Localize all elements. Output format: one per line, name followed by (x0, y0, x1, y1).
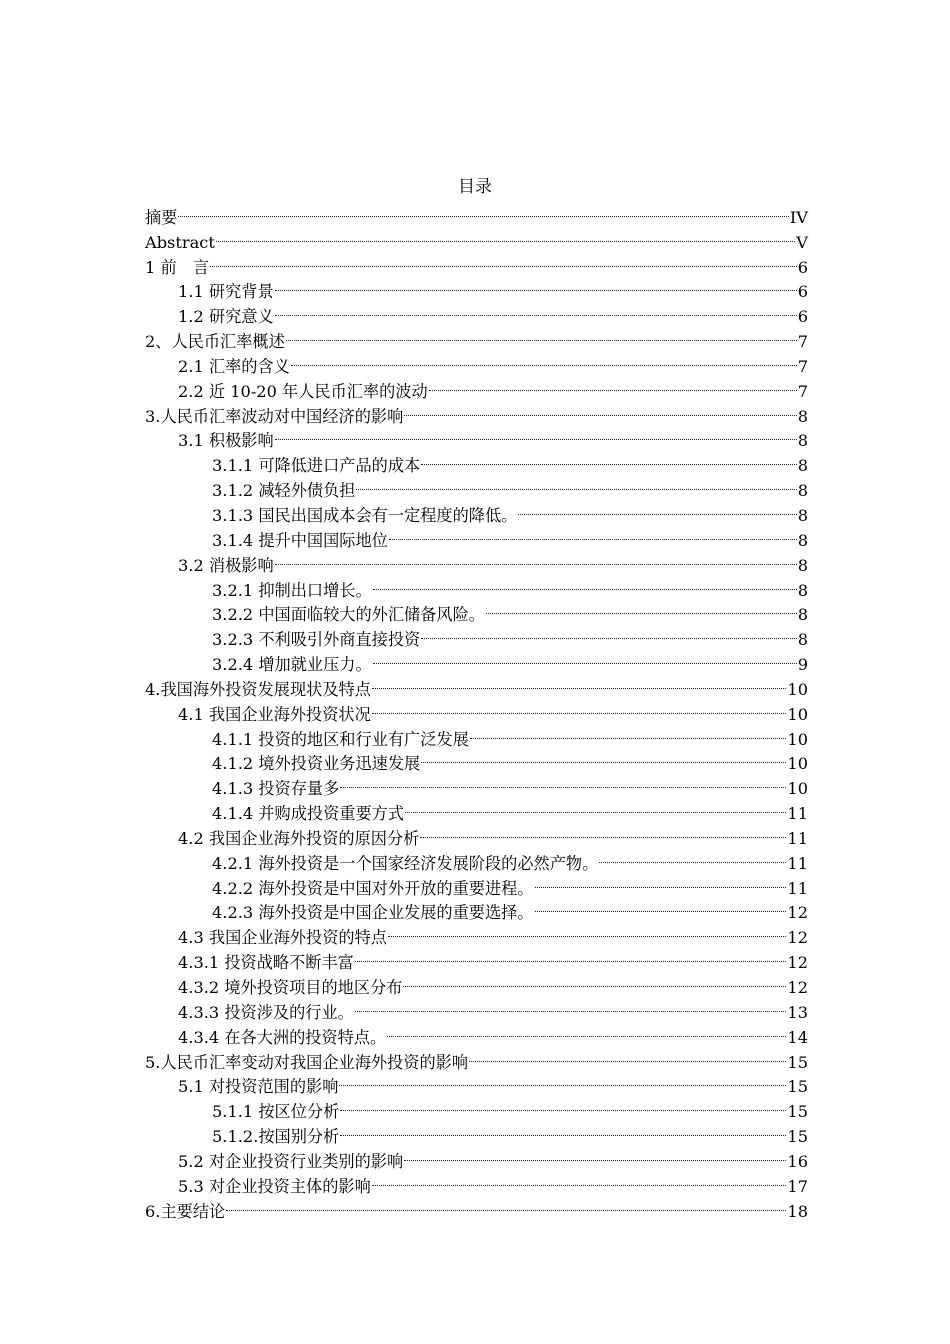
toc-entry-label: 4.1 我国企业海外投资状况 (178, 704, 371, 724)
dot-leader (216, 223, 795, 248)
toc-entry-label: 4.3.4 在各大洲的投资特点。 (178, 1027, 387, 1047)
dot-leader (486, 596, 797, 621)
toc-entry-label: 2、人民币汇率概述 (145, 332, 285, 352)
toc-entry-label: 6.主要结论 (145, 1201, 226, 1221)
toc-entry-label: 5.1 对投资范围的影响 (178, 1077, 339, 1097)
toc-entry-page-number: 15 (787, 1077, 808, 1097)
dot-leader (291, 347, 797, 372)
toc-entry-page-number: 8 (797, 605, 808, 625)
toc-entry-label: 4.1.1 投资的地区和行业有广泛发展 (212, 729, 469, 749)
dot-leader (340, 1117, 786, 1142)
toc-entry-label: 1 前 言 (145, 257, 210, 277)
dot-leader (535, 869, 787, 894)
toc-entry-page-number: 10 (787, 679, 808, 699)
dot-leader (387, 1018, 786, 1043)
dot-leader (420, 819, 786, 844)
toc-entry-label: 5.1.1 按区位分析 (212, 1102, 340, 1122)
table-of-contents (145, 198, 808, 1221)
toc-entry-page-number: 13 (787, 1002, 808, 1022)
toc-entry-page-number: V (796, 232, 808, 252)
toc-entry[interactable] (145, 248, 808, 277)
dot-leader (404, 1142, 786, 1167)
toc-entry-label: 5.3 对企业投资主体的影响 (178, 1176, 371, 1196)
toc-entry-label: 3.2.2 中国面临较大的外汇储备风险。 (212, 605, 485, 625)
toc-entry[interactable] (145, 1192, 808, 1221)
dot-leader (373, 571, 797, 596)
toc-entry-label: 摘要 (145, 207, 178, 227)
dot-leader (470, 720, 787, 745)
toc-entry-label: 3.1 积极影响 (178, 431, 274, 451)
toc-entry-page-number: IV (789, 207, 808, 227)
dot-leader (340, 1092, 786, 1117)
toc-entry-label: 4.3.1 投资战略不断丰富 (178, 953, 354, 973)
toc-entry-label: 4.1.2 境外投资业务迅速发展 (212, 754, 421, 774)
dot-leader (355, 943, 787, 968)
dot-leader (389, 521, 797, 546)
dot-leader (210, 248, 797, 273)
toc-entry[interactable] (145, 273, 808, 302)
toc-entry-label: 3.1.2 减轻外债负担 (212, 481, 356, 501)
dot-leader (421, 745, 786, 770)
toc-entry-page-number: 17 (787, 1176, 808, 1196)
toc-entry-page-number: 14 (787, 1027, 808, 1047)
dot-leader (275, 546, 797, 571)
toc-entry-page-number: 15 (787, 1052, 808, 1072)
toc-entry-page-number: 8 (797, 431, 808, 451)
toc-entry-label: 5.2 对企业投资行业类别的影响 (178, 1151, 404, 1171)
toc-entry-page-number: 8 (797, 530, 808, 550)
dot-leader (388, 918, 786, 943)
toc-entry-label: 3.2.1 抑制出口增长。 (212, 580, 372, 600)
toc-entry-label: 3.人民币汇率波动对中国经济的影响 (145, 406, 404, 426)
dot-leader (178, 198, 789, 223)
dot-leader (404, 397, 796, 422)
toc-entry-page-number: 12 (787, 978, 808, 997)
dot-leader (356, 471, 796, 496)
dot-leader (421, 620, 796, 645)
toc-entry-page-number: 16 (787, 1151, 808, 1171)
toc-entry-label: 1.2 研究意义 (178, 307, 274, 327)
dot-leader (372, 670, 787, 695)
dot-leader (372, 695, 787, 720)
toc-entry-page-number: 15 (787, 1127, 808, 1147)
toc-entry[interactable] (145, 223, 808, 252)
toc-entry-label: 4.2.2 海外投资是中国对外开放的重要进程。 (212, 878, 534, 898)
dot-leader (340, 769, 786, 794)
dot-leader (469, 1043, 786, 1068)
dot-leader (373, 645, 797, 670)
dot-leader (518, 496, 796, 521)
toc-entry-page-number: 10 (787, 754, 808, 774)
toc-entry-page-number: 12 (787, 953, 808, 973)
toc-entry-label: 3.1.1 可降低进口产品的成本 (212, 456, 421, 476)
toc-entry-label: 3.1.3 国民出国成本会有一定程度的降低。 (212, 505, 518, 525)
dot-leader (226, 1192, 786, 1217)
toc-entry-label: 4.我国海外投资发展现状及特点 (145, 679, 371, 699)
dot-leader (403, 968, 786, 993)
toc-entry-page-number: 8 (797, 481, 808, 501)
toc-entry-label: 4.1.3 投资存量多 (212, 779, 340, 799)
toc-entry-page-number: 12 (787, 928, 808, 948)
toc-entry-label: 3.2 消极影响 (178, 555, 274, 575)
toc-title: 目录 (458, 177, 492, 197)
toc-entry[interactable] (145, 198, 808, 227)
toc-entry-label: 4.3 我国企业海外投资的特点 (178, 928, 387, 948)
dot-leader (275, 297, 797, 322)
toc-entry-page-number: 7 (797, 356, 808, 376)
toc-entry-label: 4.2.1 海外投资是一个国家经济发展阶段的必然产物。 (212, 853, 599, 873)
toc-entry-page-number: 8 (797, 555, 808, 575)
toc-entry-label: 3.2.4 增加就业压力。 (212, 655, 372, 675)
toc-entry-label: 4.3.3 投资涉及的行业。 (178, 1002, 354, 1022)
toc-entry-page-number: 10 (787, 704, 808, 724)
toc-entry-page-number: 11 (787, 804, 808, 824)
toc-entry-label: 4.3.2 境外投资项目的地区分布 (178, 978, 403, 997)
dot-leader (275, 273, 797, 298)
toc-entry-page-number: 10 (787, 779, 808, 799)
toc-entry-label: 4.2.3 海外投资是中国企业发展的重要选择。 (212, 903, 534, 923)
toc-entry-page-number: 7 (797, 381, 808, 401)
toc-entry-page-number: 8 (797, 630, 808, 650)
toc-entry-page-number: 11 (787, 878, 808, 898)
toc-entry-label: 5.1.2.按国别分析 (212, 1127, 340, 1147)
toc-entry-page-number: 15 (787, 1102, 808, 1122)
dot-leader (372, 1167, 787, 1192)
toc-entry-page-number: 6 (797, 257, 808, 277)
toc-entry-page-number: 10 (787, 729, 808, 749)
dot-leader (286, 322, 797, 347)
toc-entry-label: 4.1.4 并购成投资重要方式 (212, 804, 405, 824)
toc-entry-page-number: 8 (797, 580, 808, 600)
toc-entry-page-number: 11 (787, 828, 808, 848)
toc-entry-page-number: 18 (787, 1201, 808, 1221)
toc-entry-page-number: 11 (787, 853, 808, 873)
dot-leader (405, 794, 786, 819)
toc-entry-page-number: 8 (797, 456, 808, 476)
dot-leader (275, 422, 797, 447)
toc-entry-label: 1.1 研究背景 (178, 282, 274, 302)
dot-leader (535, 894, 787, 919)
toc-entry-page-number: 12 (787, 903, 808, 923)
toc-entry-page-number: 8 (797, 505, 808, 525)
dot-leader (421, 446, 796, 471)
toc-entry-page-number: 8 (797, 406, 808, 426)
toc-entry-label: 2.2 近 10-20 年人民币汇率的波动 (178, 381, 428, 401)
toc-entry-label: 2.1 汇率的含义 (178, 356, 290, 376)
toc-entry-page-number: 6 (797, 282, 808, 302)
toc-entry-label: Abstract (145, 232, 215, 252)
toc-entry-label: 3.2.3 不利吸引外商直接投资 (212, 630, 421, 650)
toc-entry-page-number: 7 (797, 332, 808, 352)
dot-leader (355, 993, 787, 1018)
toc-entry-page-number: 6 (797, 307, 808, 327)
toc-entry-page-number: 9 (797, 655, 808, 675)
toc-entry-label: 5.人民币汇率变动对我国企业海外投资的影响 (145, 1052, 469, 1072)
toc-entry-label: 3.1.4 提升中国国际地位 (212, 530, 388, 550)
toc-entry-label: 4.2 我国企业海外投资的原因分析 (178, 828, 420, 848)
dot-leader (339, 1068, 786, 1093)
dot-leader (599, 844, 786, 869)
dot-leader (429, 372, 797, 397)
